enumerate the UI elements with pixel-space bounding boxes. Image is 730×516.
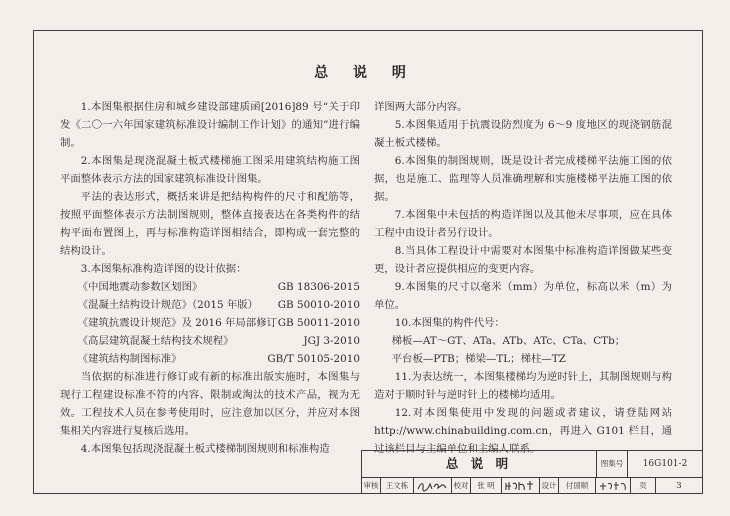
standard-row xyxy=(60,278,360,296)
page-number: 3 xyxy=(676,481,682,491)
divider xyxy=(413,478,414,494)
paragraph-3: 3.本图集标准构造详图的设计依据： xyxy=(80,263,247,275)
title-block xyxy=(361,450,703,494)
standard-row xyxy=(60,332,360,350)
paragraph-revision-note: 当依据的标准进行修订或有新的标准出版实施时，本图集与现行工程建设标准不符的内容、限制或淘汰的技术产品，视为无效。工程技术人员在参考使用时，应注意加以区分，并应对本图集相关内容进行复核后选用。 xyxy=(60,371,360,437)
standard-name: 《混凝土结构设计规范》（2015 年版） xyxy=(77,299,259,311)
reviewer-signature xyxy=(415,478,449,494)
designer-name: 付国顺 xyxy=(565,481,589,490)
checker-name: 张 明 xyxy=(477,481,495,490)
component-codes-slab: 梯板—AT～GT、ATa、ATb、ATc、CTa、CTb； xyxy=(391,335,626,347)
paragraph-5: 5.本图集适用于抗震设防烈度为 6～9 度地区的现浇钢筋混凝土板式楼梯。 xyxy=(374,119,672,149)
standard-row xyxy=(60,314,360,332)
standard-row xyxy=(60,350,360,368)
paragraph-11: 11.为表达统一，本图集楼梯均为逆时针上，其制图规则与构造对于顺时针与逆时针上的楼梯均适用。 xyxy=(374,371,672,401)
paragraph-10: 10.本图集的构件代号： xyxy=(394,317,505,329)
title-block-top-row xyxy=(362,451,702,478)
left-column xyxy=(60,98,360,458)
paragraph-12: 12.对本图集使用中发现的问题或者建议，请登陆网站 http://www.chinabuilding.com.cn，再进入 G101 栏目，通过该栏目与主编单位和主编人联系。 xyxy=(374,407,672,455)
standard-code: GB 18306-2015 xyxy=(277,281,360,293)
paragraph-2: 2.本图集是现浇混凝土板式楼梯施工图采用建筑结构施工图平面整体表示方法的国家建筑标准设计图集。 xyxy=(60,155,360,185)
standard-code: GB 50010-2010 xyxy=(277,299,360,311)
paragraph-6: 6.本图集的制图规则，既是设计者完成楼梯平法施工图的依据，也是施工、监理等人员准确理解和实施楼梯平法施工图的依据。 xyxy=(374,155,672,203)
checker-signature xyxy=(503,478,537,494)
paragraph-1: 1.本图集根据住房和城乡建设部建质函[2016]89 号“关于印发《二〇一六年国家建筑标准设计编制工作计划》的通知”进行编制。 xyxy=(60,101,360,149)
review-label: 审核 xyxy=(363,481,379,490)
designer-signature xyxy=(597,478,629,494)
standard-code: JGJ 3-2010 xyxy=(303,335,360,347)
atlas-number: 16G101-2 xyxy=(642,459,688,469)
divider xyxy=(501,478,502,494)
check-label: 校对 xyxy=(453,481,469,490)
atlas-number-label: 图集号 xyxy=(600,459,624,468)
standard-name: 《建筑抗震设计规范》及 2016 年局部修订 xyxy=(77,317,277,329)
divider xyxy=(595,478,596,494)
page-label: 页 xyxy=(639,481,647,490)
paragraph-pingfa: 平法的表达形式，概括来讲是把结构构件的尺寸和配筋等，按照平面整体表示方法制图规则，整体直接表达在各类构件的结构平面布置图上，再与标准构造详图相结合，即构成一套完整的结构设计。 xyxy=(60,191,360,257)
paragraph-8: 8.当具体工程设计中需要对本图集中标准构造详图做某些变更，设计者应提供相应的变更内容。 xyxy=(374,245,672,275)
right-column xyxy=(374,98,672,458)
component-codes-other: 平台板—PTB；梯梁—TL；梯柱—TZ xyxy=(391,353,566,365)
standard-code: GB/T 50105-2010 xyxy=(267,353,360,365)
paragraph-4: 4.本图集包括现浇混凝土板式楼梯制图规则和标准构造 xyxy=(80,443,330,455)
standard-code: GB 50011-2010 xyxy=(277,317,360,329)
design-label: 设计 xyxy=(541,481,557,490)
title-block-signature-row xyxy=(362,478,702,494)
paragraph-9: 9.本图集的尺寸以毫米（mm）为单位，标高以米（m）为单位。 xyxy=(374,281,672,311)
paragraph-7: 7.本图集中未包括的构造详图以及其他未尽事项，应在具体工程中由设计者另行设计。 xyxy=(374,209,672,239)
standard-name: 《中国地震动参数区划图》 xyxy=(77,281,203,293)
title-block-title: 总 说 明 xyxy=(445,456,513,471)
standard-name: 《高层建筑混凝土结构技术规程》 xyxy=(77,335,234,347)
standard-name: 《建筑结构制图标准》 xyxy=(77,353,182,365)
page-title: 总 说 明 xyxy=(314,65,416,81)
paragraph-4-continued: 详图两大部分内容。 xyxy=(374,101,468,113)
standard-row xyxy=(60,296,360,314)
reviewer-name: 王文栋 xyxy=(385,481,409,490)
